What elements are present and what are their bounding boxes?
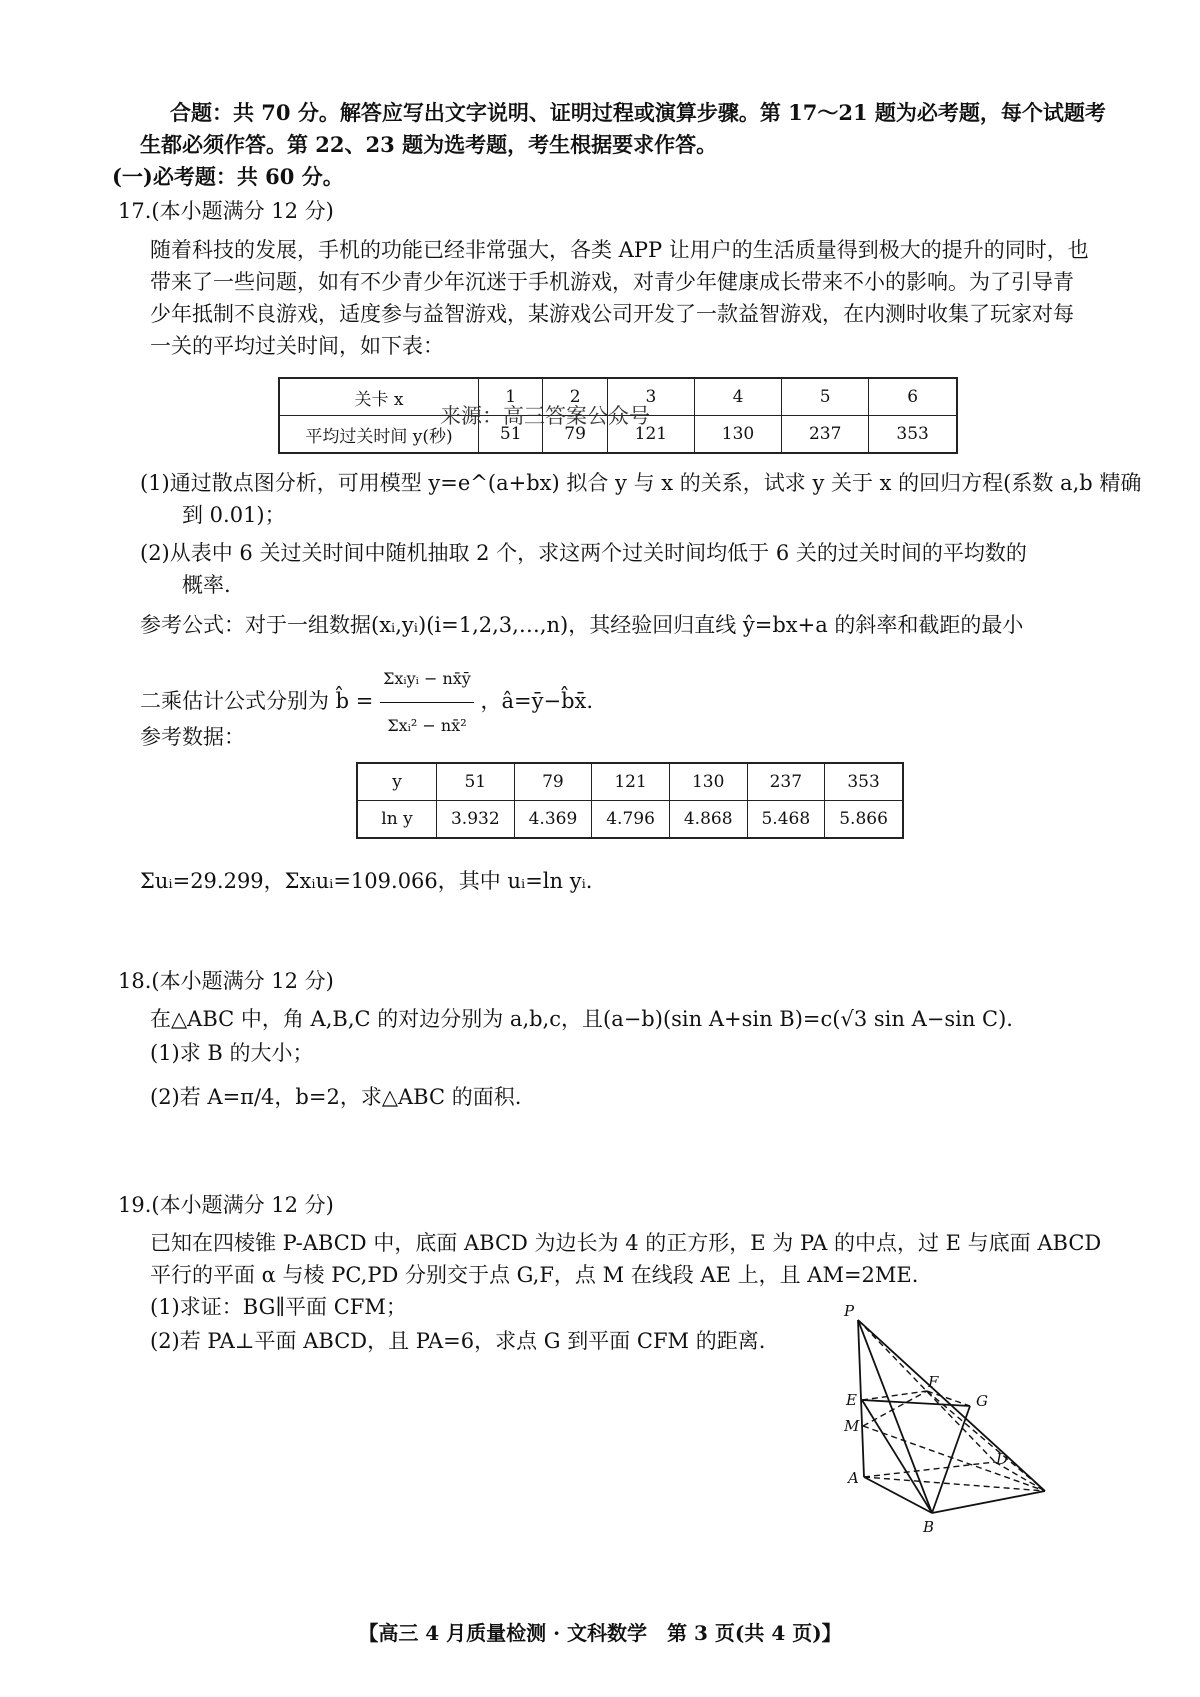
segment-EF	[862, 1391, 927, 1400]
label-M: M	[844, 1417, 860, 1435]
formula-suffix: ，â=ȳ−b̂x̄.	[480, 689, 594, 713]
label-G: G	[976, 1392, 988, 1410]
q17-para-4: 一关的平均过关时间，如下表：	[150, 334, 444, 358]
table-cell: 121	[607, 416, 694, 454]
table-cell: 51	[437, 763, 515, 801]
log-table	[356, 762, 904, 839]
table-header-cell: 平均过关时间 y(秒)	[279, 416, 479, 454]
slope-fraction	[380, 656, 474, 749]
segment-EG	[862, 1400, 970, 1406]
table-row	[357, 801, 903, 839]
instructions-line-1: 合题：共 70 分。解答应写出文字说明、证明过程或演算步骤。第 17～21 题为必考题，每个试题考	[170, 100, 1106, 125]
q18-sub1: (1)求 B 的大小；	[150, 1041, 314, 1065]
table-header-cell: y	[357, 763, 437, 801]
q18-sub2: (2)若 A=π/4，b=2，求△ABC 的面积.	[150, 1085, 522, 1109]
formula-prefix: 二乘估计公式分别为 b̂ =	[140, 689, 374, 713]
segment-EB	[862, 1400, 932, 1513]
table-cell: 4.369	[514, 801, 592, 839]
edge-BC	[932, 1491, 1045, 1513]
pyramid-figure	[830, 1300, 1060, 1550]
q17-sub2-line-2: 概率.	[182, 573, 231, 597]
table-cell: 5.468	[747, 801, 825, 839]
q17-para-2: 带来了一些问题，如有不少青少年沉迷于手机游戏，对青少年健康成长带来不小的影响。为了引导青	[150, 270, 1074, 294]
table-cell: 4.796	[592, 801, 670, 839]
table-cell: 2	[543, 378, 607, 416]
table-cell: 237	[747, 763, 825, 801]
table-header-cell: ln y	[357, 801, 437, 839]
table-cell: 353	[869, 416, 957, 454]
edge-PA	[858, 1320, 864, 1477]
q17-sub2-line-1: (2)从表中 6 关过关时间中随机抽取 2 个，求这两个过关时间均低于 6 关的过关时间的平均数的	[140, 541, 1027, 565]
table-row	[357, 763, 903, 801]
table-cell: 5.866	[825, 801, 903, 839]
instructions-line-2: 生都必须作答。第 22、23 题为选考题，考生根据要求作答。	[140, 132, 718, 157]
q18-para-1: 在△ABC 中，角 A,B,C 的对边分别为 a,b,c，且(a−b)(sin A+sin B)=c(√3 sin A−sin C).	[150, 1007, 1013, 1031]
diagonal-AC	[864, 1477, 1045, 1491]
label-B: B	[923, 1518, 935, 1536]
table-header-cell: 关卡 x	[279, 378, 479, 416]
fraction-numerator: Σxᵢyᵢ − nx̄ȳ	[380, 656, 474, 703]
label-E: E	[846, 1391, 857, 1409]
q19-sub2: (2)若 PA⊥平面 ABCD，且 PA=6，求点 G 到平面 CFM 的距离.	[150, 1329, 766, 1353]
edge-AD	[864, 1462, 995, 1477]
q19-para-2: 平行的平面 α 与棱 PC,PD 分别交于点 G,F，点 M 在线段 AE 上，且 AM=2ME.	[150, 1263, 919, 1287]
segment-MC	[863, 1426, 1045, 1491]
table-cell: 1	[479, 378, 543, 416]
label-A: A	[848, 1469, 859, 1487]
segment-MF	[863, 1391, 927, 1426]
q17-title: 17.(本小题满分 12 分)	[118, 199, 334, 223]
reference-data-label: 参考数据：	[140, 725, 245, 749]
label-F: F	[928, 1373, 939, 1391]
q17-sub1-line-2: 到 0.01)；	[182, 503, 286, 527]
table-cell: 4.868	[669, 801, 747, 839]
table-cell: 121	[592, 763, 670, 801]
label-D: D	[996, 1450, 1009, 1468]
table-cell: 130	[694, 416, 781, 454]
q17-sums: Σuᵢ=29.299，Σxᵢuᵢ=109.066，其中 uᵢ=ln yᵢ.	[140, 869, 593, 893]
table-cell: 4	[694, 378, 781, 416]
q19-sub1: (1)求证：BG∥平面 CFM；	[150, 1295, 407, 1319]
q17-para-3: 少年抵制不良游戏，适度参与益智游戏，某游戏公司开发了一款益智游戏，在内测时收集了玩家对每	[150, 302, 1074, 326]
segment-GB	[932, 1406, 970, 1513]
table-cell: 51	[479, 416, 543, 454]
edge-PB	[858, 1320, 932, 1513]
table-cell: 3	[607, 378, 694, 416]
q17-formula-line-1: 参考公式：对于一组数据(xᵢ,yᵢ)(i=1,2,3,…,n)，其经验回归直线 ŷ=bx+a 的斜率和截距的最小	[140, 613, 1024, 637]
section-heading: (一)必考题：共 60 分。	[112, 164, 344, 189]
q17-para-1: 随着科技的发展，手机的功能已经非常强大，各类 APP 让用户的生活质量得到极大的提升的同时，也	[150, 238, 1089, 262]
fraction-denominator: Σxᵢ² − nx̄²	[387, 716, 467, 735]
table-cell: 353	[825, 763, 903, 801]
table-cell: 237	[782, 416, 869, 454]
table-cell: 5	[782, 378, 869, 416]
page-footer: 【高三 4 月质量检测 · 文科数学 第 3 页(共 4 页)】	[358, 1621, 842, 1645]
table-cell: 6	[869, 378, 957, 416]
label-P: P	[844, 1302, 855, 1320]
q17-sub1-line-1: (1)通过散点图分析，可用模型 y=e^(a+bx) 拟合 y 与 x 的关系，试求 y 关于 x 的回归方程(系数 a,b 精确	[140, 471, 1142, 495]
q19-para-1: 已知在四棱锥 P-ABCD 中，底面 ABCD 为边长为 4 的正方形，E 为 PA 的中点，过 E 与底面 ABCD	[150, 1231, 1102, 1255]
q18-title: 18.(本小题满分 12 分)	[118, 969, 334, 993]
q19-title: 19.(本小题满分 12 分)	[118, 1193, 334, 1217]
table-cell: 3.932	[437, 801, 515, 839]
table-cell: 79	[514, 763, 592, 801]
table-cell: 130	[669, 763, 747, 801]
table-cell: 79	[543, 416, 607, 454]
watermark-text: 来源：高三答案公众号	[440, 404, 650, 428]
